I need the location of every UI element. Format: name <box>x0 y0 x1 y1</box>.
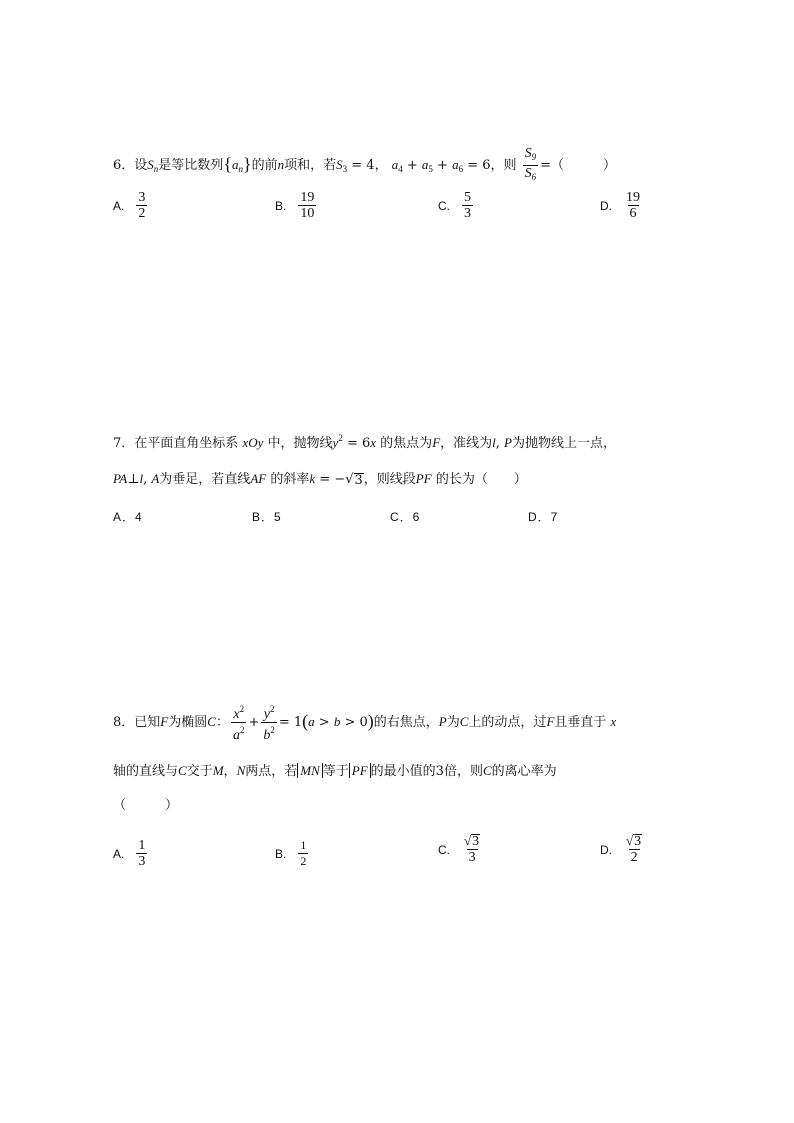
question-8-answer-blank: （ ） <box>113 798 179 813</box>
option-d[interactable]: D．7 <box>528 510 559 524</box>
option-d[interactable]: D. √ 3 2 <box>600 833 642 865</box>
option-c[interactable]: C. √ 3 3 <box>438 833 480 865</box>
option-a[interactable]: A. $\frac{3}{2}$ <box>113 190 146 221</box>
option-a[interactable]: A．4 <box>113 510 143 524</box>
option-b[interactable]: B. $\frac{1}{2}$ <box>275 838 307 868</box>
question-8-stem-line-2: 轴的直线与C交于M，N两点，若 MN 等于 PF 的最小值的3倍，则C的离心率为 <box>113 763 557 779</box>
option-a[interactable]: A. $\frac{1}{3}$ <box>113 838 146 869</box>
question-7-stem-line-1: 7．在平面直角坐标系 xOy 中，抛物线$y^2 = 6x$ 的焦点为F，准线为l, P为抛物线上一点， <box>113 433 617 451</box>
option-d[interactable]: D. $\frac{19}{6}$ <box>600 190 640 221</box>
question-number: 7． <box>113 436 135 451</box>
option-c[interactable]: C．6 <box>390 510 421 524</box>
option-b[interactable]: B. $\frac{19}{10}$ <box>275 190 315 221</box>
question-number: 8． <box>113 715 135 730</box>
question-6-stem: 6．设$S_n$是等比数列$\{a_n\}$的前n项和，若$S_3 = 4$， $a_4 + a_5 + a_6 = 6$，则 $\frac{S_9}{S_6}$ =（ ） <box>113 146 616 185</box>
option-b[interactable]: B．5 <box>252 510 282 524</box>
ratio-fraction: $\frac{S_9}{S_6}$ <box>523 146 539 185</box>
question-8-stem-line-1: 8．已知F为椭圆C： $\frac{x^2}{a^2}$ + $\frac{y^2}{b^2}$ = 1(a > b > 0)的右焦点，P为C上的动点，过F且垂直于 x <box>113 704 617 743</box>
question-7-stem-line-2: PA⊥l, A为垂足，若直线AF 的斜率k = − √ 3 ，则线段PF 的长为（ ） <box>113 471 527 488</box>
question-number: 6． <box>113 158 135 173</box>
option-c[interactable]: C. $\frac{5}{3}$ <box>438 190 471 221</box>
